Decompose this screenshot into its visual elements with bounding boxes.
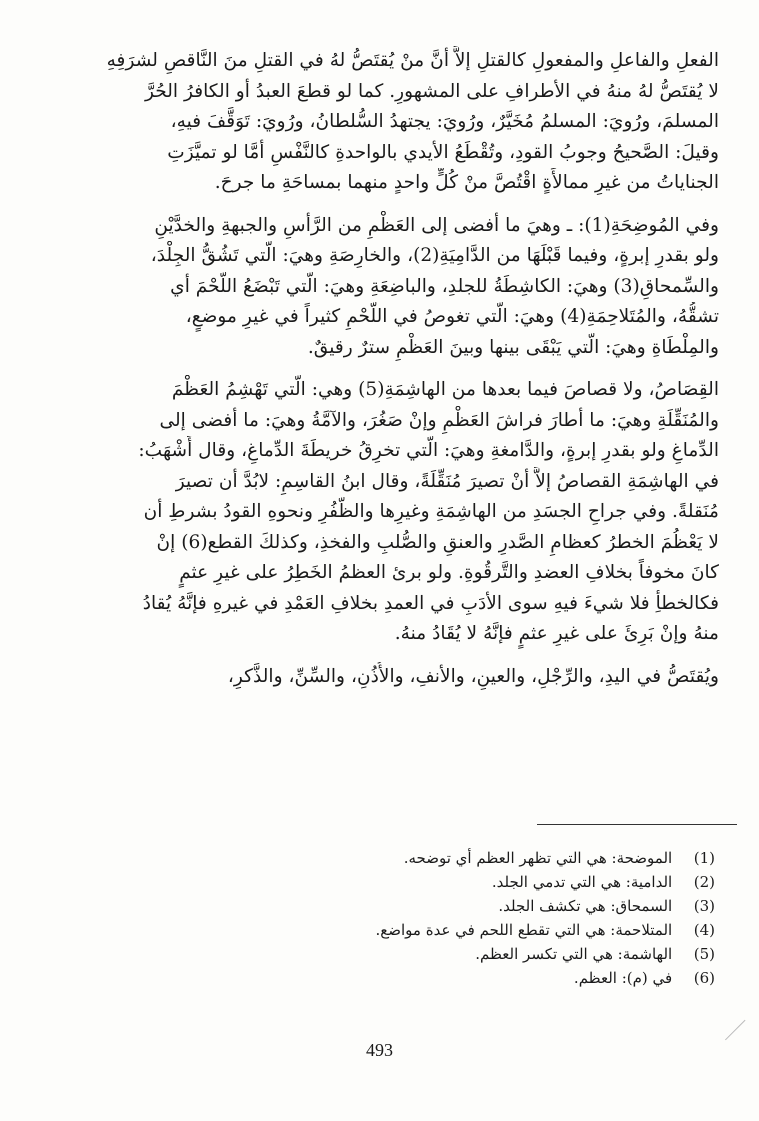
- paragraph-2: [40, 211, 719, 364]
- text-line: تشقُّهُ، والمُتَلاحِمَةِ(4) وهيَ: الَّتي تغوصُ في اللَّحْمِ كثيراً في غيرِ موضعٍ،: [185, 306, 719, 327]
- footnote-text: المتلاحمة: هي التي تقطع اللحم في عدة مواضع.: [375, 921, 673, 939]
- footnote-item: [40, 918, 715, 942]
- text-line: لا يُقتَصُّ لهُ منهُ في الأطرافِ على المشهورِ. كما لو قطعَ العبدُ أو الكافرُ الحُرَّ: [144, 80, 719, 102]
- text-line: والمُنَقِّلَةِ وهيَ: ما أطارَ فراشَ العَظْمِ وإنْ صَغُرَ، والآمَّةُ وهيَ: ما أفضى إلى: [159, 409, 719, 431]
- footnote-number: (4): [693, 921, 715, 939]
- footnote-item: [40, 870, 715, 894]
- paragraph-1: [40, 46, 719, 199]
- footnote-item: [40, 894, 715, 918]
- footnote-text: في (م): العظم.: [573, 969, 673, 987]
- text-line: وقيلَ: الصَّحيحُ وجوبُ القودِ، وتُقْطَعُ الأيدي بالواحدةِ كالنَّفْسِ أمَّا لو تميَّزَتِ: [167, 141, 719, 163]
- text-line: والمِلْطَاةِ وهيَ: الَّتي يَبْقَى بينها وبينَ العَظْمِ سترٌ رقيقٌ.: [307, 336, 719, 358]
- footnote-text: الدامية: هي التي تدمي الجلد.: [491, 873, 673, 891]
- text-line: وفي المُوضِحَةِ(1): ـ وهيَ ما أفضى إلى العَظْمِ من الرَّأسِ والجبهةِ والخدَّيْنِ: [154, 214, 719, 236]
- footnotes: [40, 846, 715, 990]
- footnote-text: السمحاق: هي تكشف الجلد.: [498, 897, 673, 915]
- paragraph-3: [40, 375, 719, 650]
- text-line: لا يَعْظُمَ الخطرُ كعظامِ الصَّدرِ والعنقِ والصُّلبِ والفخذِ، وكذلكَ القطع(6) إنْ: [156, 531, 719, 553]
- text-line: فكالخطأِ فلا شيءَ فيهِ سوى الأدَبِ في العمدِ بخلافِ العَمْدِ في غيرهِ فإنَّهُ يُقادُ: [142, 592, 719, 614]
- text-line: في الهاشِمَةِ القصاصُ إلاَّ أنْ تصيرَ مُنَقِّلَةً، وقال ابنُ القاسِمِ: لابُدَّ أن تصيرَ: [175, 470, 719, 492]
- text-line: القِصَاصُ، ولا قصاصَ فيما بعدها من الهاشِمَةِ(5) وهي: الَّتي تَهْشِمُ العَظْمَ: [171, 379, 719, 400]
- text-line: منهُ وإنْ بَرِئَ على غيرِ عثمٍ فإنَّهُ لا يُقَادُ منهُ.: [394, 623, 719, 644]
- text-line: الدِّماغِ ولو بقدرِ إبرةٍ، والدَّامغةِ وهيَ: الَّتي تخرِقُ خريطَةَ الدِّماغِ، وقال أَشْهَبُ:: [138, 440, 719, 461]
- text-line: ويُقتَصُّ في اليدِ، والرِّجْلِ، والعينِ، والأنفِ، والأُذُنِ، والسِّنِّ، والذَّكرِ،: [227, 665, 719, 687]
- footnote-divider: [537, 824, 737, 825]
- text-line: المسلمَ، ورُويَ: المسلمُ مُخَيَّرٌ، ورُويَ: يجتهدُ السُّلطانُ، ورُويَ: تَوَقَّفَ فيهِ،: [170, 111, 719, 132]
- page-number: 493: [366, 1040, 393, 1060]
- footnote-number: (3): [693, 897, 715, 915]
- text-line: مُنَقلةً. وفي جراحِ الجسَدِ من الهاشِمَةِ وغيرِها والظُّفُرِ ونحوهِ القودُ بشرطِ أن: [143, 501, 719, 522]
- text-line: والسِّمحاقِ(3) وهيَ: الكاشِطَةُ للجلدِ، والباضِعَةِ وهيَ: الَّتي تَبْضَعُ اللَّحْمَ أي: [170, 275, 719, 297]
- footnote-number: (5): [693, 945, 715, 963]
- footnote-number: (2): [693, 873, 715, 891]
- footnote-text: الموضحة: هي التي تظهر العظم أي توضحه.: [403, 849, 673, 867]
- footnote-item: [40, 942, 715, 966]
- footnote-item: [40, 846, 715, 870]
- footnote-item: [40, 966, 715, 990]
- text-line: الجناياتُ من غيرِ ممالأَةٍ اقْتُصَّ منْ كُلٍّ واحدٍ منهما بمساحَةِ ما جرحَ.: [214, 172, 719, 193]
- paragraph-4: [40, 662, 719, 693]
- text-line: كانَ مخوفاً بخلافِ العضدِ والتَّرقُوةِ. ولو برئ العظمُ الخَطِرُ على غيرِ عثمٍ: [179, 562, 719, 583]
- text-line: ولو بقدرِ إبرةٍ، وفيما قَبْلَهَا من الدَّامِيَةِ(2)، والخارِصَةِ وهيَ: الَّتي تَشُقُّ الجِلْدَ،: [150, 245, 719, 266]
- footnote-text: الهاشمة: هي التي تكسر العظم.: [475, 945, 673, 963]
- footnote-number: (1): [693, 849, 715, 867]
- text-line: الفعلِ والفاعلِ والمفعولِ كالقتلِ إلاَّ أنَّ منْ يُقتَصُّ لهُ في القتلِ منَ النَّاقصِ لشرَفِهِ: [106, 50, 719, 71]
- footnote-number: (6): [693, 969, 715, 987]
